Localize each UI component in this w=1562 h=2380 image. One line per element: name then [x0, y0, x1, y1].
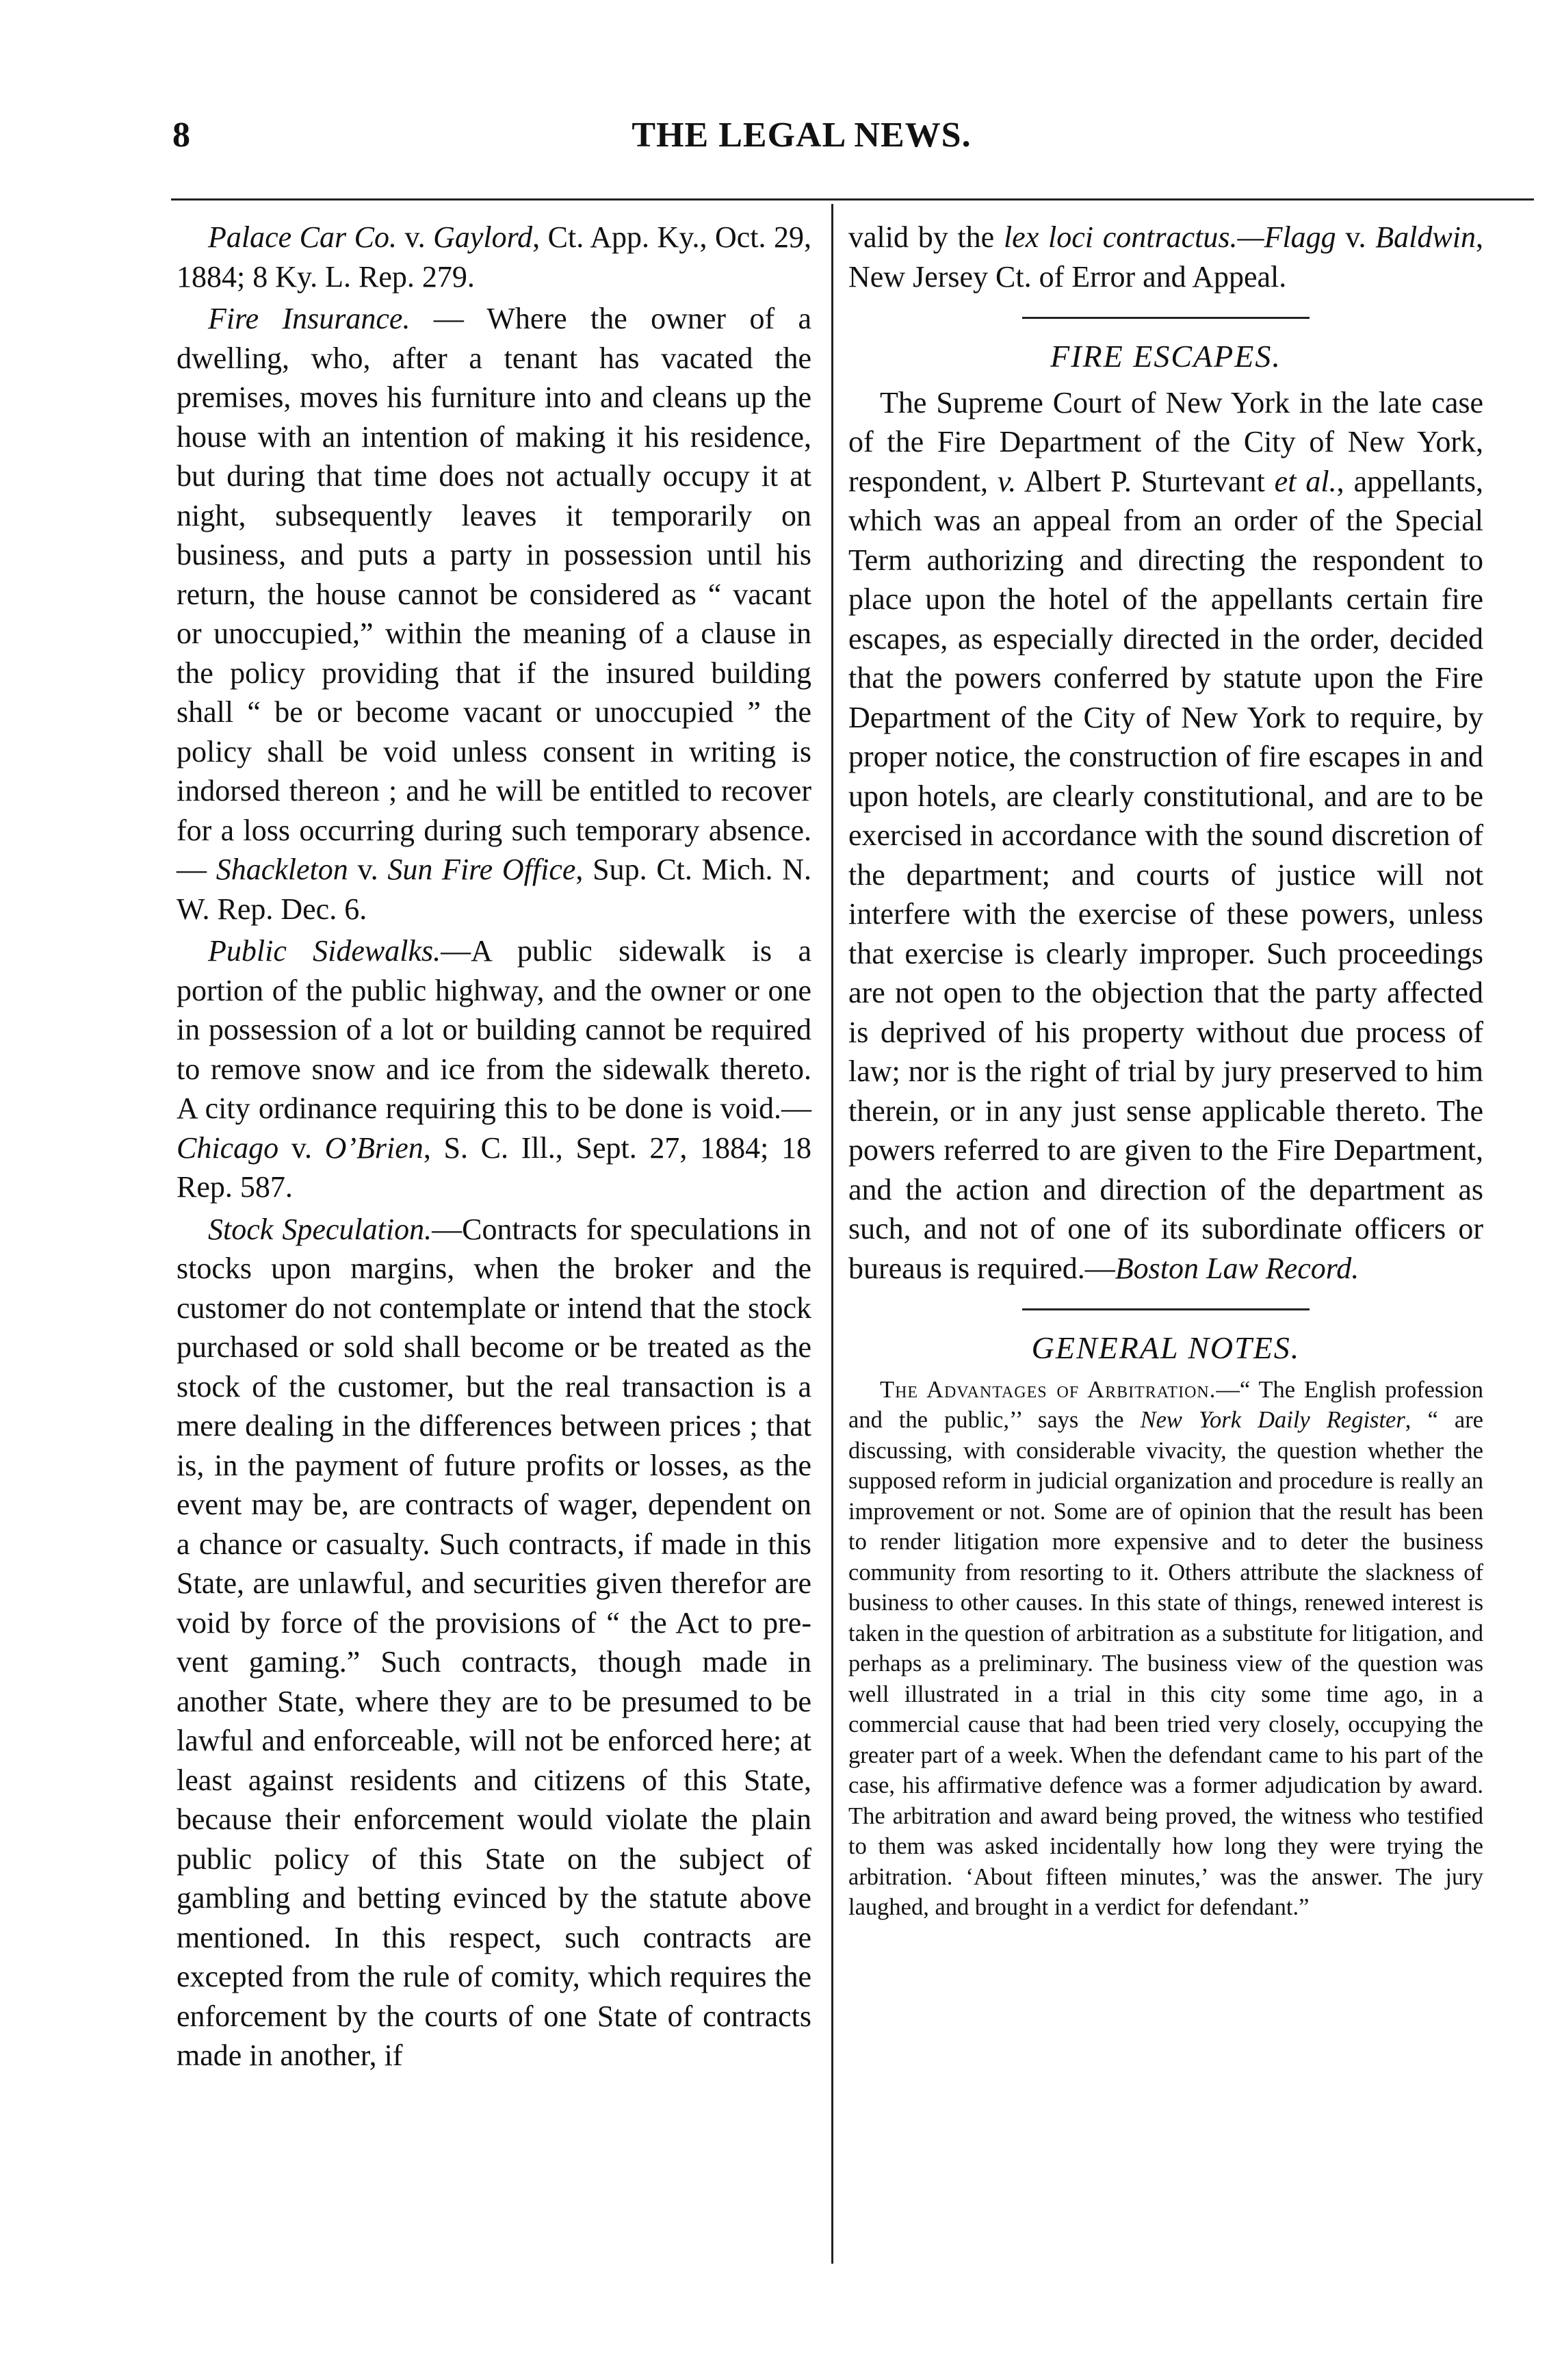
paragraph-heading: Public Sidewalks.	[208, 934, 441, 968]
section-divider	[1022, 317, 1310, 319]
paragraph-heading: Stock Speculation.	[208, 1212, 432, 1246]
header-rule	[171, 198, 1534, 201]
note-lead: The Advantages of Arbitration.	[880, 1376, 1216, 1403]
paragraph-continuation: valid by the lex loci contractus.—Flagg v. Baldwin, New Jersey Ct. of Error and Appeal.	[848, 220, 1483, 294]
section-title-general-notes: GENERAL NOTES.	[1031, 1330, 1301, 1365]
paragraph-fire-escapes: The Supreme Court of New York in the late case of the Fire Department of the City of New York, respondent, v. Albert P. Sturtevant et al., appellants, which was an appeal from an order of the Special Term authorizing and directing the respondent to place upon the hotel of the appellants certain fire escapes, as especially directed in the order, decided that the powers conferred by statute upon the Fire Department of the City of New York to require, by proper notice, the construction of fire escapes in and upon hotels, are clearly constitutional, and are to be exercised in accordance with the sound discretion of the department; and courts of justice will not interfere with the exercise of these powers, unless that exercise is clearly improper. Such proceedings are not open to the objection that the party affected is deprived of his property without due process of law; nor is the right of trial by jury preserved to him therein, or in any just sense applicable thereto. The powers referred to are given to the Fire Department, and the action and direction of the department as such, and not of one of its subordinate officers or bureaus is required.—Boston Law Record.	[848, 385, 1484, 1285]
page-number: 8	[172, 116, 190, 155]
paragraph-public-sidewalks: Public Sidewalks.—A public sidewalk is a portion of the public highway, and the owner or one in possession of a lot or building cannot be required to remove snow and ice from the sidewalk thereto. A city ordinance requiring this to be done is void.—Chicago v. O’Brien, S. C. Ill., Sept. 27, 1884; 18 Rep. 587.	[177, 934, 812, 1204]
right-column	[848, 218, 1483, 1923]
case-citation-palace-car: Palace Car Co. v. Gaylord, Ct. App. Ky., Oct. 29, 1884; 8 Ky. L. Rep. 279.	[177, 220, 811, 294]
section-title-fire-escapes: FIRE ESCAPES.	[1050, 339, 1281, 374]
paragraph-fire-insurance: Fire Insurance. — Where the owner of a dwelling, who, after a tenant has vacated the premises, moves his furniture into and cleans up the house with an intention of making it his residence, but during that time does not actually occupy it at night, subsequently leaves it temporarily on business, and puts a party in possession until his return, the house cannot be considered as “ vacant or unoccupied,” within the meaning of a clause in the policy providing that if the insured building shall “ be or become vacant or unoccupied ” the policy shall be void unless consent in writing is indorsed thereon ; and he will be entitled to recover for a loss occurring during such temporary absence. — Shackleton v. Sun Fire Office, Sup. Ct. Mich. N. W. Rep. Dec. 6.	[177, 302, 812, 926]
paragraph-stock-speculation: Stock Speculation.—Contracts for speculations in stocks upon margins, when the broker and the customer do not contemplate or intend that the stock purchased or sold shall become or be treated as the stock of the customer, but the real transaction is a mere dealing in the differences between prices ; that is, in the payment of future profits or losses, as the event may be, are contracts of wager, dependent on a chance or casualty. Such contracts, if made in this State, are unlawful, and securities given therefor are void by force of the provisions of “ the Act to prevent gaming.” Such contracts, though made in another State, where they are to be presumed to be lawful and enforceable, will not be enforced here; at least against residents and citizens of this State, because their enforcement would violate the plain public policy of this State on the subject of gambling and betting evinced by the statute above mentioned. In this respect, such contracts are excepted from the rule of comity, which requires the enforcement by the courts of one State of contracts made in another, if	[177, 1212, 811, 2072]
source-citation: Boston Law Record.	[1115, 1251, 1359, 1285]
running-head: THE LEGAL NEWS.	[632, 116, 972, 155]
section-divider	[1022, 1308, 1310, 1310]
paragraph-heading: Fire Insurance.	[208, 302, 411, 335]
column-divider	[831, 204, 833, 2264]
left-column	[177, 218, 811, 2075]
paragraph-general-notes: The Advantages of Arbitration.—“ The English profession and the public,’’ says the New York Daily Register, “ are discussing, with considerable vivacity, the question whether the supposed reform in judicial organization and procedure is really an improvement or not. Some are of opinion that the result has been to render litigation more expensive and to deter the business community from resorting to it. Others attribute the slackness of business to other causes. In this state of things, renewed interest is taken in the question of arbitration as a substitute for litigation, and perhaps as a preliminary. The business view of the question was well illustrated in a trial in this city some time ago, in a commercial cause that had been tried very closely, occupying the greater part of a week. When the defendant came to his part of the case, his affirmative defence was a former adjudication by award. The arbitration and award being proved, the witness who testified to them was asked incidentally how long they were trying the arbitration. ‘About fifteen minutes,’ was the answer. The jury laughed, and brought in a verdict for defendant.”	[848, 1376, 1483, 1920]
